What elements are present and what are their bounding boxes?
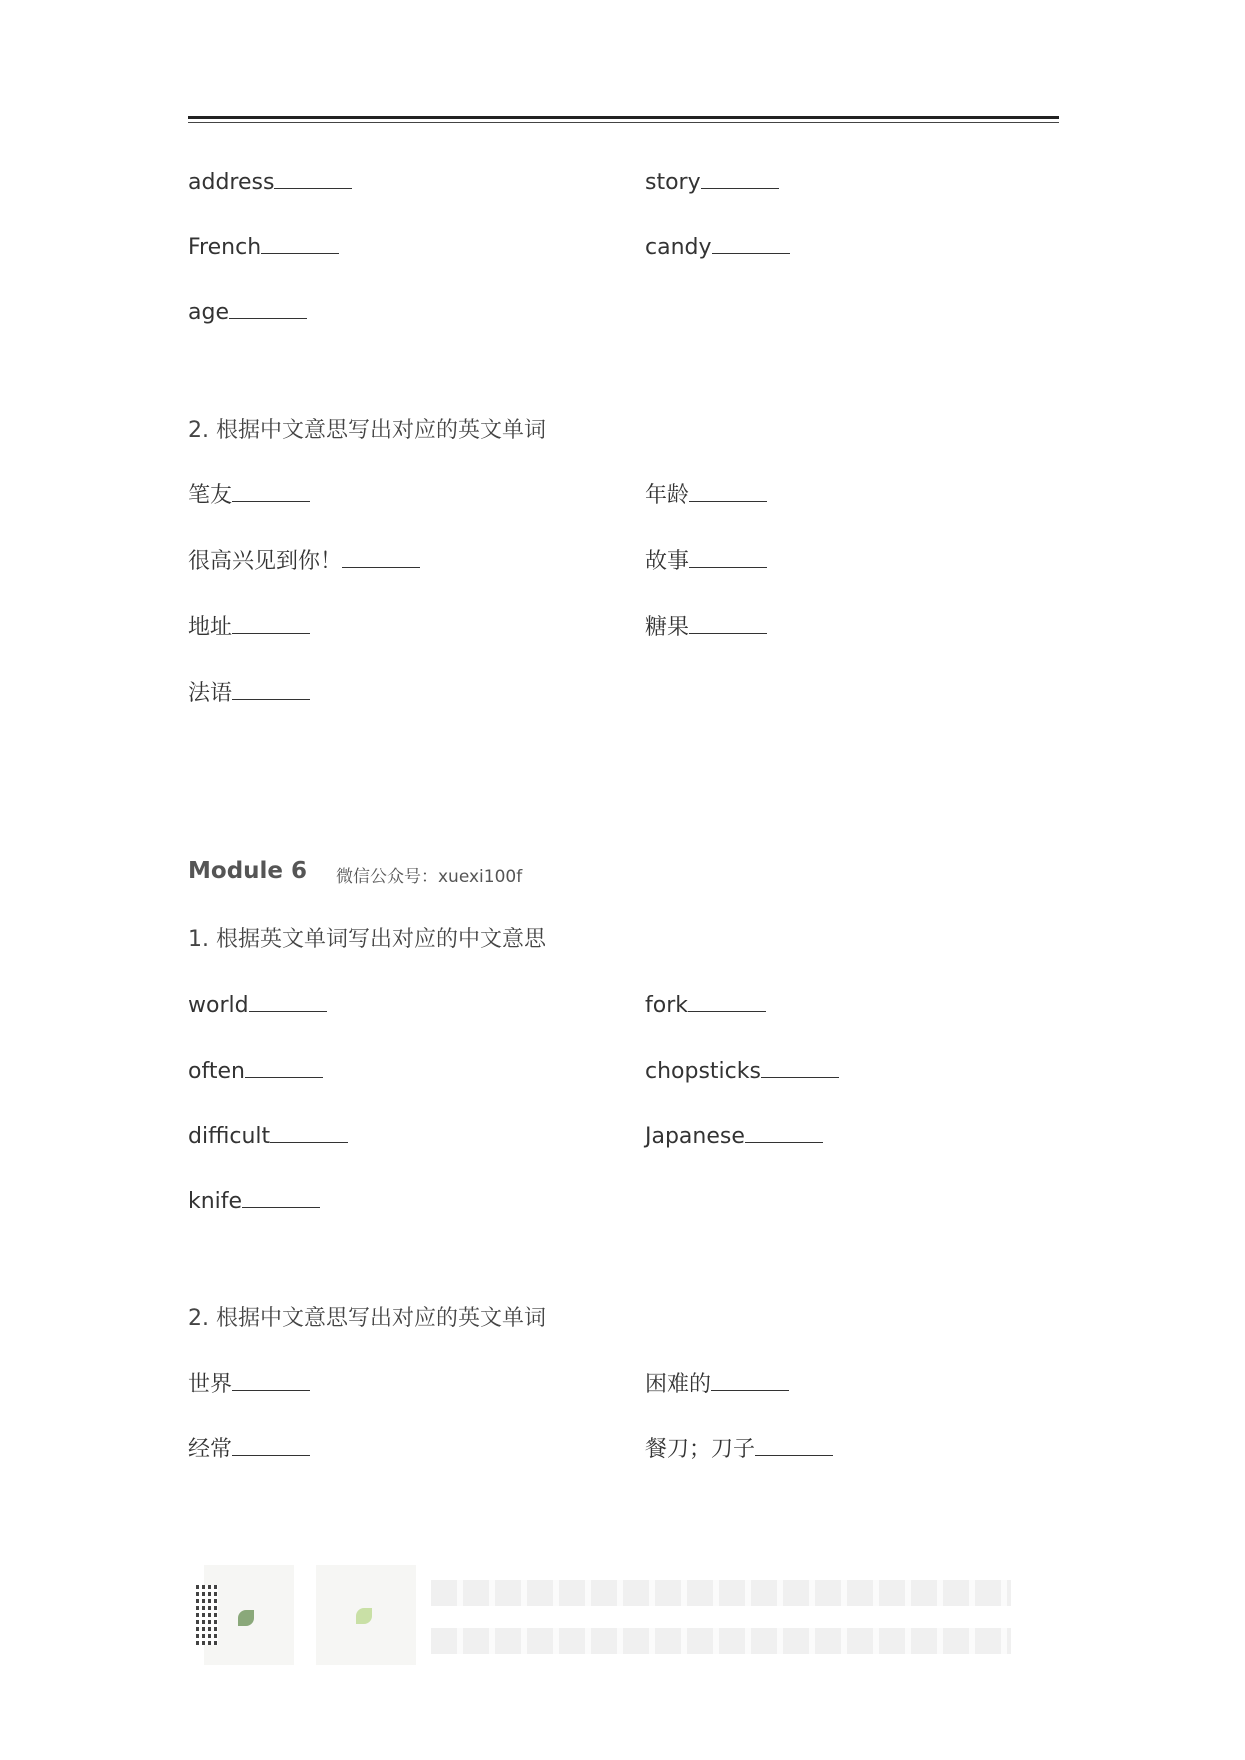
vocab-item: Japanese [645,1122,823,1151]
leaf-icon [356,1608,372,1624]
header-rule-thin [188,122,1059,123]
vocab-item: fork [645,991,766,1020]
answer-blank[interactable] [761,1057,839,1078]
leaf-icon [238,1610,254,1626]
answer-blank[interactable] [249,991,327,1012]
vocab-item: 困难的 [645,1370,789,1399]
wechat-account: 微信公众号：xuexi100f [336,867,523,887]
answer-blank[interactable] [232,613,310,634]
vocab-item: world [188,991,327,1020]
answer-blank[interactable] [232,1435,310,1456]
answer-blank[interactable] [342,547,420,568]
vocab-item: chopsticks [645,1057,839,1086]
answer-blank[interactable] [245,1057,323,1078]
vocab-item: 年龄 [645,481,767,510]
vocab-item: 糖果 [645,613,767,642]
vocab-item: age [188,298,307,327]
module-title: Module 6 [188,858,308,884]
answer-blank[interactable] [229,298,307,319]
vocab-item: 地址 [188,613,310,642]
answer-blank[interactable] [711,1370,789,1391]
faded-text-line [431,1628,1011,1654]
answer-blank[interactable] [232,1370,310,1391]
answer-blank[interactable] [242,1187,320,1208]
header-rule-thick [188,116,1059,119]
answer-blank[interactable] [261,233,339,254]
vocab-item: knife [188,1187,320,1216]
exercise-heading: 1. 根据英文单词写出对应的中文意思 [188,927,546,952]
exercise-heading: 2. 根据中文意思写出对应的英文单词 [188,1306,546,1331]
vocab-item: 法语 [188,679,310,708]
footer-watermark [196,1560,1008,1670]
answer-blank[interactable] [755,1435,833,1456]
vocab-item: 世界 [188,1370,310,1399]
answer-blank[interactable] [712,233,790,254]
vocab-item: French [188,233,339,262]
answer-blank[interactable] [274,168,352,189]
answer-blank[interactable] [701,168,779,189]
vocab-item: candy [645,233,790,262]
vocab-item: difficult [188,1122,348,1151]
qr-code-icon [196,1585,218,1645]
answer-blank[interactable] [232,679,310,700]
answer-blank[interactable] [232,481,310,502]
answer-blank[interactable] [689,613,767,634]
faded-text-line [431,1580,1011,1606]
answer-blank[interactable] [270,1122,348,1143]
answer-blank[interactable] [688,991,766,1012]
vocab-item: story [645,168,779,197]
answer-blank[interactable] [745,1122,823,1143]
vocab-item: 餐刀；刀子 [645,1435,833,1464]
vocab-item: 很高兴见到你！ [188,547,420,576]
answer-blank[interactable] [689,481,767,502]
vocab-item: 经常 [188,1435,310,1464]
vocab-item: often [188,1057,323,1086]
vocab-item: 故事 [645,547,767,576]
answer-blank[interactable] [689,547,767,568]
exercise-heading: 2. 根据中文意思写出对应的英文单词 [188,418,546,443]
vocab-item: address [188,168,352,197]
vocab-item: 笔友 [188,481,310,510]
